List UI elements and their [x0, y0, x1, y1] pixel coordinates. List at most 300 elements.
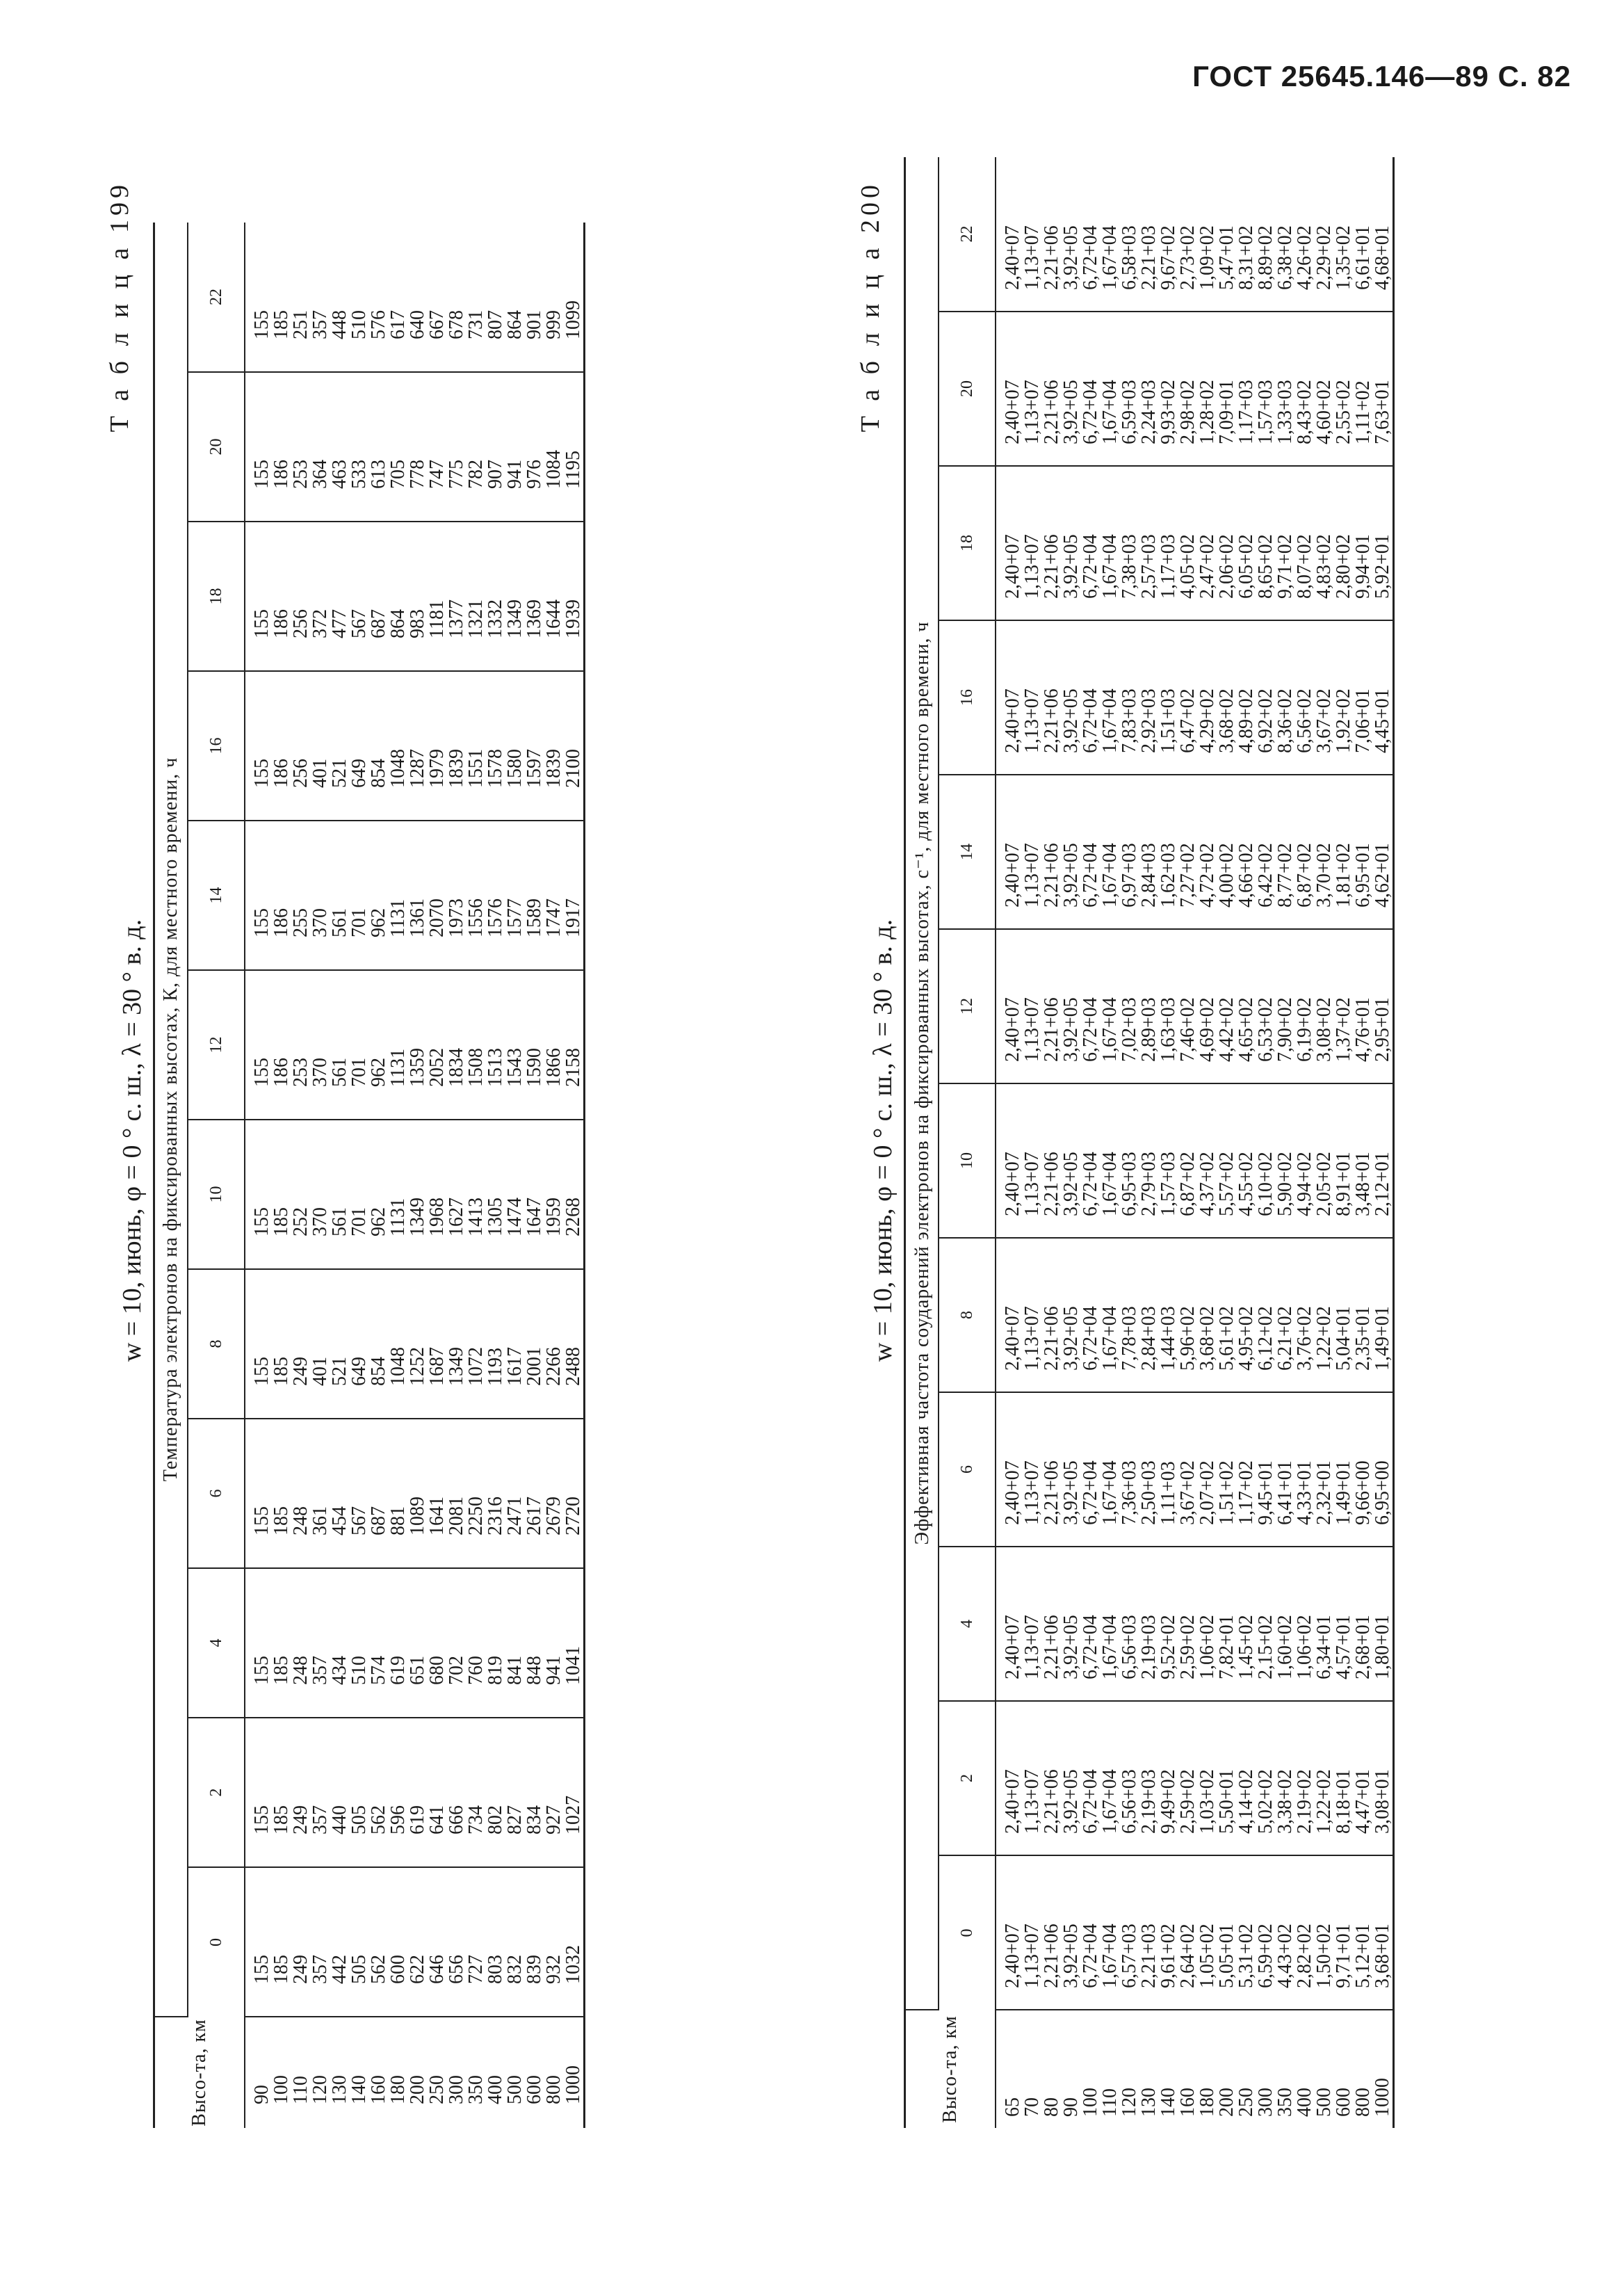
value-cell: 1,92+02 — [1334, 620, 1354, 775]
value-cell: 617 — [389, 223, 408, 372]
height-cell: 250 — [1235, 2088, 1257, 2117]
value-cell: 6,47+02 — [1178, 620, 1198, 775]
value-cell: 4,83+02 — [1315, 466, 1334, 620]
value-cell: 2,21+06 — [1042, 929, 1062, 1083]
value-cell: 1,13+07 — [1023, 929, 1042, 1083]
value-cell: 7,06+01 — [1354, 620, 1373, 775]
value-cell: 1979 — [428, 671, 447, 821]
height-cell: 400 — [485, 2075, 506, 2104]
hour-header: 0 — [188, 1867, 245, 2017]
value-cell: 3,70+02 — [1315, 775, 1334, 929]
value-cell: 4,37+02 — [1198, 1083, 1217, 1238]
value-cell: 6,21+02 — [1276, 1238, 1295, 1392]
value-cell: 1597 — [525, 671, 544, 821]
value-cell: 505 — [350, 1718, 369, 1867]
value-cell: 505 — [350, 1867, 369, 2017]
value-cell: 3,67+02 — [1178, 1392, 1198, 1547]
value-cell: 562 — [369, 1867, 389, 2017]
value-cell: 185 — [272, 1120, 291, 1269]
value-cell: 370 — [311, 821, 330, 970]
value-cell: 7,38+03 — [1120, 466, 1139, 620]
value-cell: 1576 — [486, 821, 505, 970]
height-cell: 140 — [348, 2075, 370, 2104]
value-cell: 1543 — [505, 970, 525, 1120]
value-cell: 186 — [272, 671, 291, 821]
height-cell: 120 — [309, 2075, 331, 2104]
value-cell: 6,72+04 — [1081, 775, 1101, 929]
value-cell: 3,92+05 — [1062, 1083, 1081, 1238]
table-title: w = 10, июнь, φ = 0 ° с. ш., λ = 30 ° в. д. — [868, 919, 898, 1362]
value-cell: 6,95+00 — [1373, 1392, 1394, 1547]
value-cell: 854 — [369, 671, 389, 821]
value-cell: 155 — [245, 223, 272, 372]
value-cell: 155 — [245, 821, 272, 970]
value-cell: 3,92+05 — [1062, 312, 1081, 466]
value-cell: 155 — [245, 522, 272, 671]
hour-header: 2 — [188, 1718, 245, 1867]
table-row — [245, 223, 272, 2128]
value-cell: 1,22+02 — [1315, 1701, 1334, 1855]
value-cell: 1027 — [564, 1718, 585, 1867]
height-cell: 250 — [426, 2075, 448, 2104]
value-cell: 4,47+01 — [1354, 1701, 1373, 1855]
value-cell: 4,55+02 — [1237, 1083, 1256, 1238]
value-cell: 4,57+01 — [1334, 1547, 1354, 1701]
value-cell: 2,24+03 — [1139, 312, 1159, 466]
value-cell: 1,67+04 — [1101, 1238, 1120, 1392]
table-200-block — [855, 153, 1592, 2128]
value-cell: 186 — [272, 821, 291, 970]
value-cell: 3,68+02 — [1217, 620, 1237, 775]
value-cell: 1305 — [486, 1120, 505, 1269]
value-cell: 3,92+05 — [1062, 466, 1081, 620]
value-cell: 1,33+03 — [1276, 312, 1295, 466]
table-row — [1062, 157, 1081, 2128]
table-row — [1315, 157, 1334, 2128]
value-cell: 4,72+02 — [1198, 775, 1217, 929]
value-cell: 3,92+05 — [1062, 157, 1081, 312]
value-cell: 477 — [330, 522, 350, 671]
value-cell: 619 — [389, 1568, 408, 1718]
table-row — [1334, 157, 1354, 2128]
value-cell: 5,61+02 — [1217, 1238, 1237, 1392]
value-cell: 1131 — [389, 1120, 408, 1269]
value-cell: 6,10+02 — [1256, 1083, 1276, 1238]
value-cell: 932 — [544, 1867, 564, 2017]
height-cell: 120 — [1119, 2088, 1140, 2117]
value-cell: 832 — [505, 1867, 525, 2017]
value-cell: 1413 — [466, 1120, 486, 1269]
value-cell: 2,40+07 — [996, 1083, 1023, 1238]
value-cell: 2,35+01 — [1354, 1238, 1373, 1392]
height-cell: 110 — [1099, 2088, 1121, 2117]
value-cell: 1,67+04 — [1101, 1083, 1120, 1238]
value-cell: 2,64+02 — [1178, 1855, 1198, 2010]
value-cell: 3,68+02 — [1198, 1238, 1217, 1392]
table-row — [564, 223, 585, 2128]
value-cell: 361 — [311, 1419, 330, 1568]
value-cell: 2,21+06 — [1042, 312, 1062, 466]
table-199-block — [104, 153, 730, 2128]
hour-header: 20 — [939, 312, 996, 466]
value-cell: 2,21+06 — [1042, 1238, 1062, 1392]
value-cell: 2,21+06 — [1042, 466, 1062, 620]
value-cell: 2,40+07 — [996, 157, 1023, 312]
value-cell: 1,51+02 — [1217, 1392, 1237, 1547]
value-cell: 2,84+03 — [1139, 1238, 1159, 1392]
value-cell: 778 — [408, 372, 428, 522]
value-cell: 1,51+03 — [1159, 620, 1178, 775]
value-cell: 2,95+01 — [1373, 929, 1394, 1083]
value-cell: 619 — [408, 1718, 428, 1867]
value-cell: 463 — [330, 372, 350, 522]
value-cell: 7,90+02 — [1276, 929, 1295, 1083]
value-cell: 1,44+03 — [1159, 1238, 1178, 1392]
value-cell: 1,13+07 — [1023, 620, 1042, 775]
value-cell: 775 — [447, 372, 466, 522]
table-row — [408, 223, 428, 2128]
value-cell: 649 — [350, 1269, 369, 1419]
table-row — [1276, 157, 1295, 2128]
value-cell: 2,50+03 — [1139, 1392, 1159, 1547]
height-cell: 1000 — [1373, 2010, 1394, 2128]
table-row — [1198, 157, 1217, 2128]
hour-header: 14 — [939, 775, 996, 929]
value-cell: 9,45+01 — [1256, 1392, 1276, 1547]
value-cell: 1,13+07 — [1023, 1083, 1042, 1238]
value-cell: 6,05+02 — [1237, 466, 1256, 620]
value-cell: 2,40+07 — [996, 620, 1023, 775]
value-cell: 1866 — [544, 970, 564, 1120]
height-cell: 180 — [387, 2075, 409, 2104]
height-cell: 130 — [1138, 2088, 1160, 2117]
value-cell: 4,76+01 — [1354, 929, 1373, 1083]
value-cell: 1,13+07 — [1023, 1392, 1042, 1547]
value-cell: 1195 — [564, 372, 585, 522]
value-cell: 2,40+07 — [996, 1392, 1023, 1547]
value-cell: 1,67+04 — [1101, 929, 1120, 1083]
value-cell: 7,27+02 — [1178, 775, 1198, 929]
value-cell: 186 — [272, 372, 291, 522]
value-cell: 155 — [245, 1718, 272, 1867]
value-cell: 4,26+02 — [1295, 157, 1315, 312]
value-cell: 1508 — [466, 970, 486, 1120]
value-cell: 185 — [272, 1867, 291, 2017]
value-cell: 576 — [369, 223, 389, 372]
value-cell: 941 — [544, 1568, 564, 1718]
value-cell: 1,13+07 — [1023, 1701, 1042, 1855]
value-cell: 9,49+02 — [1159, 1701, 1178, 1855]
value-cell: 6,92+02 — [1256, 620, 1276, 775]
value-cell: 155 — [245, 970, 272, 1120]
value-cell: 5,90+02 — [1276, 1083, 1295, 1238]
height-cell: 100 — [270, 2075, 292, 2104]
value-cell: 1687 — [428, 1269, 447, 1419]
height-cell: 90 — [251, 2085, 273, 2104]
value-cell: 562 — [369, 1718, 389, 1867]
value-cell: 848 — [525, 1568, 544, 1718]
value-cell: 2,98+02 — [1178, 312, 1198, 466]
value-cell: 2,59+02 — [1178, 1547, 1198, 1701]
hour-header: 22 — [939, 157, 996, 312]
height-cell: 200 — [407, 2075, 428, 2104]
value-cell: 4,89+02 — [1237, 620, 1256, 775]
height-cell: 500 — [504, 2075, 526, 2104]
value-cell: 1,37+02 — [1334, 929, 1354, 1083]
value-cell: 3,67+02 — [1315, 620, 1334, 775]
value-cell: 4,60+02 — [1315, 312, 1334, 466]
value-cell: 3,08+01 — [1373, 1701, 1394, 1855]
value-cell: 155 — [245, 1867, 272, 2017]
value-cell: 567 — [350, 522, 369, 671]
value-cell: 613 — [369, 372, 389, 522]
value-cell: 2,21+06 — [1042, 620, 1062, 775]
value-cell: 2,40+07 — [996, 929, 1023, 1083]
value-cell: 1349 — [505, 522, 525, 671]
value-cell: 687 — [369, 1419, 389, 1568]
value-cell: 7,09+01 — [1217, 312, 1237, 466]
table-row — [996, 157, 1023, 2128]
value-cell: 1,17+02 — [1237, 1392, 1256, 1547]
value-cell: 6,34+01 — [1315, 1547, 1334, 1701]
value-cell: 1,62+03 — [1159, 775, 1178, 929]
value-cell: 1,67+04 — [1101, 1855, 1120, 2010]
value-cell: 1590 — [525, 970, 544, 1120]
value-cell: 2471 — [505, 1419, 525, 1568]
table-199 — [153, 223, 585, 2128]
table-row — [447, 223, 466, 2128]
value-cell: 1084 — [544, 372, 564, 522]
hour-header: 4 — [188, 1568, 245, 1718]
value-cell: 596 — [389, 1718, 408, 1867]
value-cell: 1,67+04 — [1101, 157, 1120, 312]
value-cell: 1839 — [447, 671, 466, 821]
value-cell: 1,49+01 — [1334, 1392, 1354, 1547]
value-cell: 734 — [466, 1718, 486, 1867]
value-cell: 1287 — [408, 671, 428, 821]
value-cell: 1359 — [408, 970, 428, 1120]
value-cell: 3,92+05 — [1062, 775, 1081, 929]
value-cell: 1,67+04 — [1101, 1392, 1120, 1547]
table-caption: Т а б л и ц а 199 — [105, 181, 134, 433]
value-cell: 782 — [466, 372, 486, 522]
height-cell: 800 — [543, 2075, 565, 2104]
value-cell: 1,60+02 — [1276, 1547, 1295, 1701]
value-cell: 8,65+02 — [1256, 466, 1276, 620]
value-cell: 1,17+03 — [1237, 312, 1256, 466]
value-cell: 7,78+03 — [1120, 1238, 1139, 1392]
height-cell: 110 — [290, 2076, 311, 2104]
value-cell: 1193 — [486, 1269, 505, 1419]
value-cell: 6,41+01 — [1276, 1392, 1295, 1547]
table-row — [272, 223, 291, 2128]
value-cell: 1917 — [564, 821, 585, 970]
value-cell: 1,67+04 — [1101, 466, 1120, 620]
value-cell: 1072 — [466, 1269, 486, 1419]
value-cell: 1252 — [408, 1269, 428, 1419]
value-cell: 6,72+04 — [1081, 1855, 1101, 2010]
value-cell: 701 — [350, 1120, 369, 1269]
value-cell: 2,32+01 — [1315, 1392, 1334, 1547]
value-cell: 705 — [389, 372, 408, 522]
value-cell: 155 — [245, 372, 272, 522]
value-cell: 6,72+04 — [1081, 1238, 1101, 1392]
value-cell: 6,72+04 — [1081, 929, 1101, 1083]
height-cell: 800 — [1352, 2088, 1374, 2117]
value-cell: 666 — [447, 1718, 466, 1867]
value-cell: 370 — [311, 1120, 330, 1269]
value-cell: 2,40+07 — [996, 1855, 1023, 2010]
value-cell: 641 — [428, 1718, 447, 1867]
value-cell: 401 — [311, 1269, 330, 1419]
value-cell: 2,73+02 — [1178, 157, 1198, 312]
height-cell: 80 — [1041, 2097, 1062, 2117]
value-cell: 1332 — [486, 522, 505, 671]
value-cell: 185 — [272, 1419, 291, 1568]
value-cell: 1556 — [466, 821, 486, 970]
value-cell: 510 — [350, 1568, 369, 1718]
height-cell: 300 — [446, 2075, 467, 2104]
value-cell: 2,05+02 — [1315, 1083, 1334, 1238]
value-cell: 6,61+01 — [1354, 157, 1373, 312]
value-cell: 983 — [408, 522, 428, 671]
value-cell: 907 — [486, 372, 505, 522]
value-cell: 1099 — [564, 223, 585, 372]
value-cell: 8,89+02 — [1256, 157, 1276, 312]
value-cell: 2158 — [564, 970, 585, 1120]
value-cell: 2250 — [466, 1419, 486, 1568]
value-cell: 1,11+03 — [1159, 1392, 1178, 1547]
value-cell: 646 — [428, 1867, 447, 2017]
value-cell: 2,07+02 — [1198, 1392, 1217, 1547]
value-cell: 7,63+01 — [1373, 312, 1394, 466]
value-cell: 864 — [389, 522, 408, 671]
value-cell: 1,06+02 — [1295, 1547, 1315, 1701]
value-cell: 4,95+02 — [1237, 1238, 1256, 1392]
value-cell: 1,67+04 — [1101, 1547, 1120, 1701]
value-cell: 567 — [350, 1419, 369, 1568]
table-row — [466, 223, 486, 2128]
value-cell: 2,55+02 — [1334, 312, 1354, 466]
value-cell: 372 — [311, 522, 330, 671]
value-cell: 9,61+02 — [1159, 1855, 1178, 2010]
value-cell: 9,67+02 — [1159, 157, 1178, 312]
value-cell: 841 — [505, 1568, 525, 1718]
value-cell: 8,43+02 — [1295, 312, 1315, 466]
value-cell: 1,67+04 — [1101, 1701, 1120, 1855]
value-cell: 3,68+01 — [1373, 1855, 1394, 2010]
hour-header: 10 — [188, 1120, 245, 1269]
table-row — [369, 223, 389, 2128]
table-row — [350, 223, 369, 2128]
value-cell: 687 — [369, 522, 389, 671]
value-cell: 819 — [486, 1568, 505, 1718]
value-cell: 4,29+02 — [1198, 620, 1217, 775]
page-header: ГОСТ 25645.146—89 С. 82 — [1192, 60, 1571, 92]
table-row — [486, 223, 505, 2128]
value-cell: 760 — [466, 1568, 486, 1718]
height-cell: 350 — [465, 2075, 487, 2104]
value-cell: 701 — [350, 970, 369, 1120]
value-cell: 1513 — [486, 970, 505, 1120]
value-cell: 1089 — [408, 1419, 428, 1568]
hour-header: 2 — [939, 1701, 996, 1855]
value-cell: 1041 — [564, 1568, 585, 1718]
value-cell: 440 — [330, 1718, 350, 1867]
hour-header: 8 — [188, 1269, 245, 1419]
value-cell: 1349 — [447, 1269, 466, 1419]
value-cell: 1,03+02 — [1198, 1701, 1217, 1855]
value-cell: 1589 — [525, 821, 544, 970]
value-cell: 185 — [272, 1568, 291, 1718]
value-cell: 8,18+01 — [1334, 1701, 1354, 1855]
value-cell: 1,13+07 — [1023, 775, 1042, 929]
value-cell: 2070 — [428, 821, 447, 970]
value-cell: 667 — [428, 223, 447, 372]
value-cell: 807 — [486, 223, 505, 372]
value-cell: 2,21+06 — [1042, 157, 1062, 312]
value-cell: 3,92+05 — [1062, 1701, 1081, 1855]
value-cell: 7,02+03 — [1120, 929, 1139, 1083]
value-cell: 3,92+05 — [1062, 929, 1081, 1083]
value-cell: 1,45+02 — [1237, 1547, 1256, 1701]
value-cell: 651 — [408, 1568, 428, 1718]
value-cell: 155 — [245, 1419, 272, 1568]
value-cell: 6,12+02 — [1256, 1238, 1276, 1392]
table-row — [1256, 157, 1276, 2128]
value-cell: 4,05+02 — [1178, 466, 1198, 620]
value-cell: 2268 — [564, 1120, 585, 1269]
value-cell: 1,13+07 — [1023, 157, 1042, 312]
value-cell: 2,21+06 — [1042, 1547, 1062, 1701]
value-cell: 4,14+02 — [1237, 1701, 1256, 1855]
value-cell: 2,06+02 — [1217, 466, 1237, 620]
value-cell: 5,92+01 — [1373, 466, 1394, 620]
value-cell: 3,92+05 — [1062, 1392, 1081, 1547]
value-cell: 5,50+01 — [1217, 1701, 1237, 1855]
value-cell: 6,58+03 — [1120, 157, 1139, 312]
value-cell: 2,79+03 — [1139, 1083, 1159, 1238]
table-row — [525, 223, 544, 2128]
group-header: Эффективная частота соударений электронов на фиксированных высотах, с⁻¹, для местного времени, ч — [905, 157, 939, 2010]
value-cell: 1973 — [447, 821, 466, 970]
value-cell: 401 — [311, 671, 330, 821]
value-cell: 962 — [369, 970, 389, 1120]
value-cell: 249 — [291, 1718, 311, 1867]
height-cell: 160 — [1177, 2088, 1199, 2117]
hour-header: 12 — [939, 929, 996, 1083]
value-cell: 521 — [330, 1269, 350, 1419]
value-cell: 533 — [350, 372, 369, 522]
value-cell: 256 — [291, 522, 311, 671]
value-cell: 680 — [428, 1568, 447, 1718]
value-cell: 6,72+04 — [1081, 1083, 1101, 1238]
value-cell: 1,11+02 — [1354, 312, 1373, 466]
value-cell: 5,96+02 — [1178, 1238, 1198, 1392]
height-cell: 1000 — [564, 2017, 585, 2128]
value-cell: 6,72+04 — [1081, 466, 1101, 620]
height-cell: 100 — [1080, 2088, 1101, 2117]
value-cell: 256 — [291, 671, 311, 821]
table-row — [1217, 157, 1237, 2128]
table-200 — [904, 157, 1395, 2128]
hour-header: 10 — [939, 1083, 996, 1238]
value-cell: 962 — [369, 821, 389, 970]
value-cell: 1551 — [466, 671, 486, 821]
value-cell: 731 — [466, 223, 486, 372]
value-cell: 1,28+02 — [1198, 312, 1217, 466]
value-cell: 1,50+02 — [1315, 1855, 1334, 2010]
